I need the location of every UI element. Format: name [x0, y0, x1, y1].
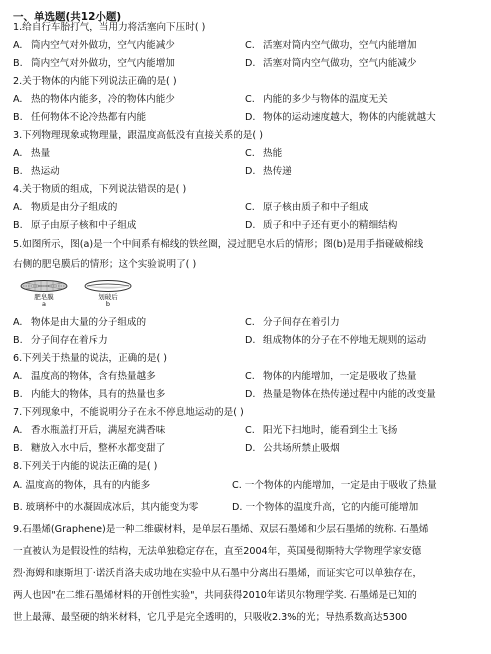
- question-8-option-a[interactable]: A. 温度高的物体，具有的内能多: [13, 480, 151, 491]
- question-9-line-1: 9.石墨烯(Graphene)是一种二维碳材料，是单层石墨烯、双层石墨烯和少层石墨烯的统称. 石墨烯: [13, 524, 429, 535]
- section-title: 一、单选题(共12小题): [13, 11, 122, 23]
- question-6-option-c[interactable]: C. 物体的内能增加，一定是吸收了热量: [245, 371, 417, 382]
- question-2-option-c[interactable]: C. 内能的多少与物体的温度无关: [245, 94, 388, 105]
- question-4-stem: 4.关于物质的组成，下列说法错误的是( ): [13, 184, 187, 195]
- question-6-options-row-1: [13, 367, 478, 386]
- question-4-options-row-2: [13, 217, 478, 235]
- question-3-option-a[interactable]: A. 热量: [13, 148, 51, 159]
- figure-a-sub: a: [42, 300, 46, 308]
- question-2-option-b[interactable]: B. 任何物体不论冷热都有内能: [13, 112, 147, 123]
- question-4-option-c[interactable]: C. 原子核由质子和中子组成: [245, 202, 369, 213]
- question-5-option-a[interactable]: A. 物体是由大量的分子组成的: [13, 317, 147, 328]
- question-9-line-5: 世上最薄、最坚硬的纳米材料，它几乎是完全透明的，只吸收2.3%的光；导热系数高达5300: [13, 612, 408, 623]
- question-1-option-a[interactable]: A. 筒内空气对外做功，空气内能减少: [13, 40, 175, 51]
- question-6-option-b[interactable]: B. 内能大的物体，具有的热量也多: [13, 389, 166, 400]
- figure-b-label: 划破后: [98, 293, 118, 301]
- question-4-option-d[interactable]: D. 质子和中子还有更小的精细结构: [245, 220, 398, 231]
- question-8-option-b[interactable]: B. 玻璃杯中的水凝固成冰后，其内能变为零: [13, 502, 199, 513]
- figure-b-sub: b: [105, 300, 111, 308]
- question-2-stem: 2.关于物体的内能下列说法正确的是( ): [13, 76, 177, 87]
- question-3-options-row-1: [13, 144, 478, 163]
- question-8-options-row-1: [13, 475, 478, 497]
- question-5-stem-line-1: 5.如图所示，图(a)是一个中间系有棉线的铁丝圈，浸过肥皂水后的情形；图(b)是用手指碰破棉线: [13, 239, 424, 250]
- question-7-option-c[interactable]: C. 阳光下扫地时，能看到尘土飞扬: [245, 425, 398, 436]
- question-1-options-row-2: [13, 55, 478, 73]
- question-7-options-row-2: [13, 440, 478, 458]
- question-3-option-c[interactable]: C. 热能: [245, 148, 283, 159]
- question-4-option-b[interactable]: B. 原子由原子核和中子组成: [13, 220, 137, 231]
- question-1-option-d[interactable]: D. 活塞对筒内空气做功，空气内能减少: [245, 58, 417, 69]
- broken-film-loop-icon: [83, 279, 133, 293]
- question-5-options-row-1: [13, 313, 478, 332]
- question-9-line-2: 一直被认为是假设性的结构，无法单独稳定存在，直至2004年，英国曼彻斯特大学物理学家安德: [13, 546, 422, 557]
- soap-film-loop-icon: [19, 279, 69, 293]
- question-6-option-a[interactable]: A. 温度高的物体，含有热量越多: [13, 371, 156, 382]
- question-6-options-row-2: [13, 386, 478, 404]
- question-2-option-a[interactable]: A. 热的物体内能多，冷的物体内能少: [13, 94, 175, 105]
- question-8-options-row-2: [13, 497, 478, 519]
- question-7-option-a[interactable]: A. 香水瓶盖打开后，满屋充满香味: [13, 425, 166, 436]
- question-9-line-3: 烈·海姆和康斯坦丁·诺沃肖洛夫成功地在实验中从石墨中分离出石墨烯，而证实它可以单独存在，: [13, 568, 423, 579]
- question-4-option-a[interactable]: A. 物质是由分子组成的: [13, 202, 118, 213]
- question-2-options-row-1: [13, 90, 478, 109]
- question-4-options-row-1: [13, 198, 478, 217]
- question-5-option-c[interactable]: C. 分子间存在着引力: [245, 317, 340, 328]
- question-1-option-b[interactable]: B. 筒内空气对外做功，空气内能增加: [13, 58, 175, 69]
- question-2-options-row-2: [13, 109, 478, 127]
- question-8-option-c[interactable]: C. 一个物体的内能增加，一定是由于吸收了热量: [232, 480, 437, 491]
- question-7-option-b[interactable]: B. 糖放入水中后，整杯水都变甜了: [13, 443, 166, 454]
- question-3-options-row-2: [13, 163, 478, 181]
- figure-a-label: 肥皂膜: [34, 293, 54, 301]
- question-8-option-d[interactable]: D. 一个物体的温度升高，它的内能可能增加: [232, 502, 419, 513]
- question-7-options-row-1: [13, 421, 478, 440]
- question-5-figure: [13, 275, 478, 313]
- question-7-stem: 7.下列现象中，不能说明分子在永不停息地运动的是( ): [13, 407, 244, 418]
- question-3-stem: 3.下列物理现象或物理量，跟温度高低没有直接关系的是( ): [13, 130, 263, 141]
- question-8-stem: 8.下列关于内能的说法正确的是( ): [13, 461, 158, 472]
- question-6-option-d[interactable]: D. 热量是物体在热传递过程中内能的改变量: [245, 389, 436, 400]
- question-5-option-b[interactable]: B. 分子间存在着斥力: [13, 335, 108, 346]
- question-1-option-c[interactable]: C. 活塞对筒内空气做功，空气内能增加: [245, 40, 417, 51]
- question-6-stem: 6.下列关于热量的说法，正确的是( ): [13, 353, 168, 364]
- figure-a: [19, 279, 69, 308]
- question-7-option-d[interactable]: D. 公共场所禁止吸烟: [245, 443, 340, 454]
- question-1-stem: 1.给自行车胎打气，当用力将活塞向下压时( ): [13, 22, 206, 33]
- question-5-stem-line-2: 右侧的肥皂膜后的情形；这个实验说明了( ): [13, 259, 197, 270]
- question-5-option-d[interactable]: D. 组成物体的分子在不停地无规则的运动: [245, 335, 427, 346]
- question-5-options-row-2: [13, 332, 478, 350]
- figure-b: [83, 279, 133, 308]
- question-2-option-d[interactable]: D. 物体的运动速度越大，物体的内能就越大: [245, 112, 436, 123]
- question-3-option-b[interactable]: B. 热运动: [13, 166, 60, 177]
- question-3-option-d[interactable]: D. 热传递: [245, 166, 292, 177]
- question-1-options-row-1: [13, 36, 478, 55]
- question-9-line-4: 两人也因"在二维石墨烯材料的开创性实验"，共同获得2010年诺贝尔物理学奖. 石墨烯是已知的: [13, 590, 417, 601]
